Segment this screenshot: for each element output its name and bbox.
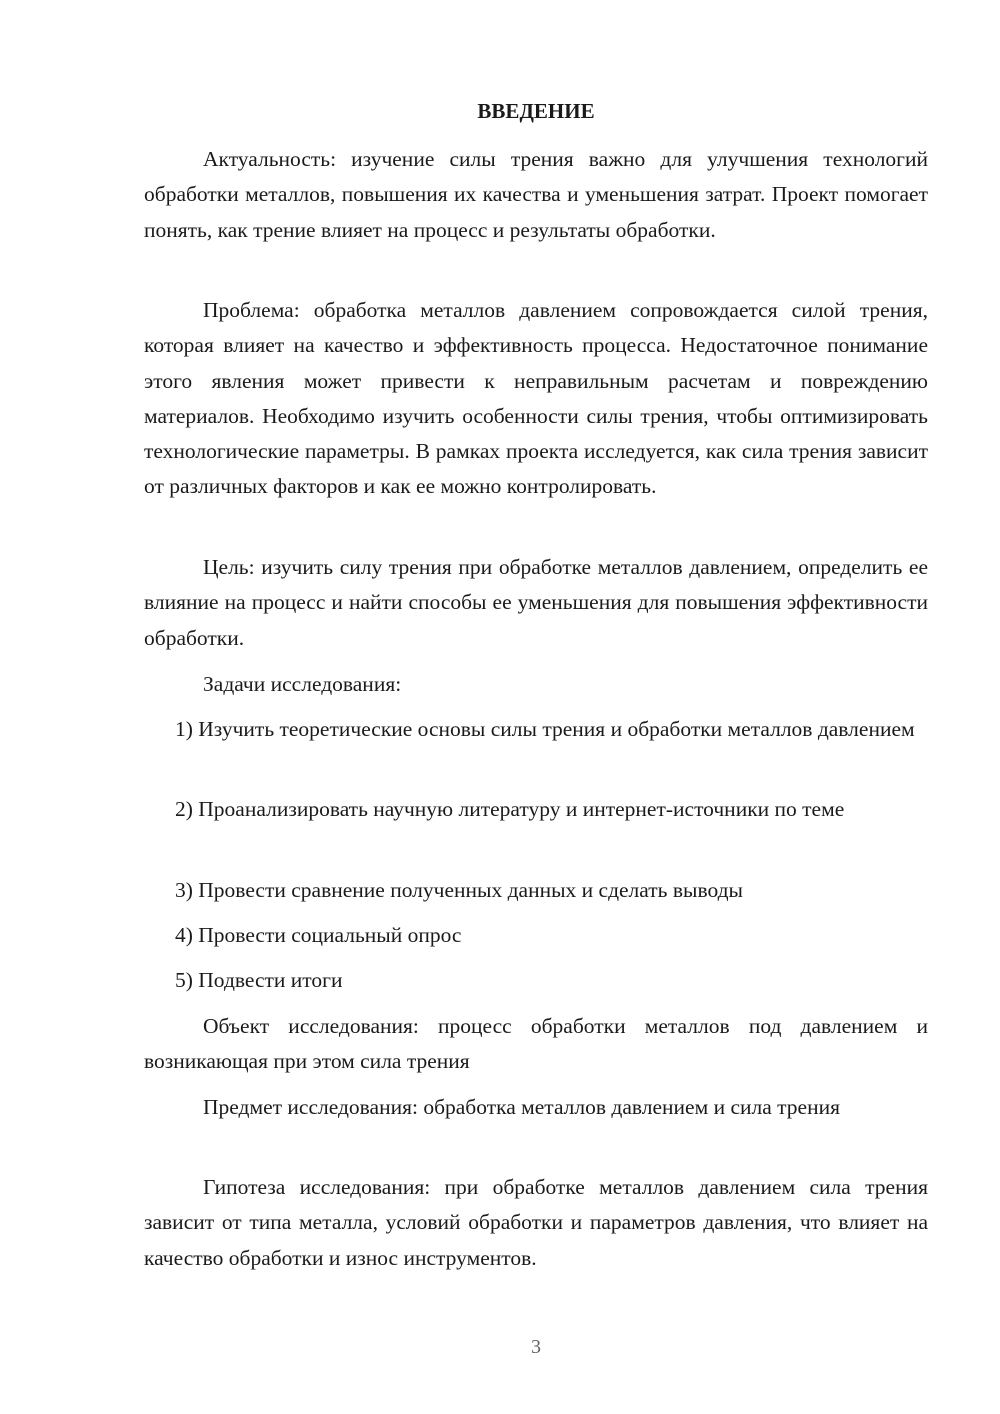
paragraph-goal [144, 550, 928, 656]
list-item-text: 1) Изучить теоретические основы силы трения и обработки металлов давлением [175, 717, 915, 741]
paragraph-tasks-heading [144, 667, 928, 702]
page-title: ВВЕДЕНИЕ [477, 99, 595, 123]
list-item-text: 3) Провести сравнение полученных данных и сделать выводы [175, 878, 743, 902]
paragraph-text: Предмет исследования: обработка металлов давлением и сила трения [203, 1095, 841, 1119]
list-item-task-3 [144, 873, 928, 908]
paragraph-problem [144, 293, 928, 505]
list-item-text: 2) Проанализировать научную литературу и интернет-источники по теме [175, 797, 845, 821]
list-item-text: 5) Подвести итоги [175, 968, 343, 992]
list-item-task-4 [144, 918, 928, 953]
list-item-task-1 [144, 712, 928, 747]
paragraph-relevance [144, 142, 928, 248]
paragraph-text: Проблема: обработка металлов давлением сопровождается силой трения, которая влияет на качество и эффективность процесса. Недостаточное понимание этого явления может привести к неправильным расчетам и повреждению материалов. Необходимо изучить особенности силы трения, чтобы оптимизировать технологические параметры. В рамках проекта исследуется, как сила трения зависит от различных факторов и как ее можно контролировать. [144, 298, 928, 499]
paragraph-text: Объект исследования: процесс обработки металлов под давлением и возникающая при этом сила трения [144, 1014, 928, 1074]
paragraph-text: Задачи исследования: [203, 672, 402, 696]
page-number: 3 [531, 1336, 541, 1358]
paragraph-hypothesis [144, 1170, 928, 1276]
paragraph-text: Гипотеза исследования: при обработке металлов давлением сила трения зависит от типа металла, условий обработки и параметров давления, что влияет на качество обработки и износ инструментов. [144, 1175, 928, 1270]
paragraph-subject [144, 1090, 928, 1125]
paragraph-text: Актуальность: изучение силы трения важно для улучшения технологий обработки металлов, повышения их качества и уменьшения затрат. Проект помогает понять, как трение влияет на процесс и результаты обработки. [144, 147, 928, 242]
paragraph-text: Цель: изучить силу трения при обработке металлов давлением, определить ее влияние на процесс и найти способы ее уменьшения для повышения эффективности обработки. [144, 555, 928, 650]
paragraph-object [144, 1009, 928, 1080]
list-item-task-2 [144, 792, 928, 827]
list-item-text: 4) Провести социальный опрос [175, 923, 462, 947]
list-item-task-5 [144, 963, 928, 998]
